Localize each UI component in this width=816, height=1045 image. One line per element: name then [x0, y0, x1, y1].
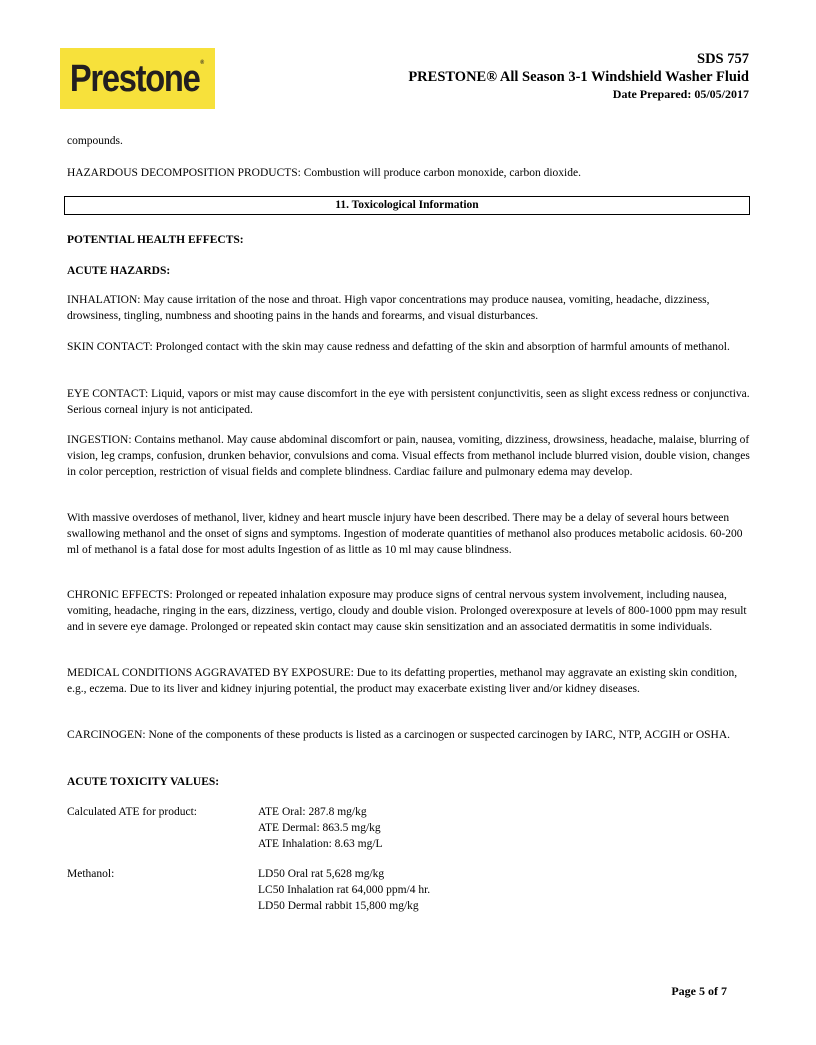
inhalation-paragraph: INHALATION: May cause irritation of the nose and throat. High vapor concentrations may produce nausea, vomiting, headache, dizziness, drowsiness, tingling, numbness and shooting pains in the hands and forearms, and visual disturbances.	[67, 294, 710, 322]
document-header	[408, 50, 749, 103]
acute-toxicity-heading: ACUTE TOXICITY VALUES:	[67, 776, 220, 788]
ingestion-paragraph: INGESTION: Contains methanol. May cause abdominal discomfort or pain, nausea, vomiting, dizziness, drowsiness, headache, malaise, blurring of vision, leg cramps, confusion, drunken behavior, convulsions and coma. Visual effects from methanol include blurred vision, double vision, changes in color perception, restriction of visual fields and complete blindness. Cardiac failure and pulmonary edema may develop.	[67, 434, 750, 478]
intro-compounds: compounds.	[67, 135, 123, 147]
toxicity-label: Methanol:	[67, 868, 115, 880]
potential-health-effects-heading: POTENTIAL HEALTH EFFECTS:	[67, 234, 244, 246]
toxicity-label: Calculated ATE for product:	[67, 806, 197, 818]
medical-conditions-paragraph: MEDICAL CONDITIONS AGGRAVATED BY EXPOSURE: Due to its defatting properties, methanol may aggravate an existing skin condition, e.g., eczema. Due to its liver and kidney injuring potential, the product may exacerbate existing liver and/or kidney diseases.	[67, 667, 738, 695]
carcinogen-paragraph: CARCINOGEN: None of the components of these products is listed as a carcinogen or suspected carcinogen by IARC, NTP, ACGIH or OSHA.	[67, 729, 731, 741]
chronic-effects-paragraph: CHRONIC EFFECTS: Prolonged or repeated inhalation exposure may produce signs of central nervous system involvement, including nausea, vomiting, headache, ringing in the ears, dizziness, vertigo, cloudy and double vision. Prolonged overexposure at levels of 800-1000 ppm may result and in severe eye damage. Prolonged or repeated skin contact may cause skin sensitization and an associated dermatitis in some individuals.	[67, 589, 747, 633]
product-name: PRESTONE® All Season 3-1 Windshield Washer Fluid	[408, 69, 749, 85]
date-prepared: Date Prepared: 05/05/2017	[612, 87, 749, 101]
acute-hazards-heading: ACUTE HAZARDS:	[67, 265, 171, 277]
toxicity-value: ATE Oral: 287.8 mg/kg	[258, 806, 367, 818]
toxicity-value: LD50 Oral rat 5,628 mg/kg	[258, 868, 385, 880]
toxicity-values	[258, 805, 383, 852]
toxicity-value: LC50 Inhalation rat 64,000 ppm/4 hr.	[258, 883, 431, 896]
decomposition-products: HAZARDOUS DECOMPOSITION PRODUCTS: Combustion will produce carbon monoxide, carbon dioxide.	[67, 167, 581, 179]
prestone-logo	[60, 48, 215, 109]
eye-contact-paragraph: EYE CONTACT: Liquid, vapors or mist may cause discomfort in the eye with persistent conjunctivitis, seen as slight excess redness or conjunctiva. Serious corneal injury is not anticipated.	[67, 388, 750, 416]
toxicity-value: LD50 Dermal rabbit 15,800 mg/kg	[258, 899, 419, 912]
skin-contact-paragraph: SKIN CONTACT: Prolonged contact with the skin may cause redness and defatting of the skin and absorption of harmful amounts of methanol.	[67, 341, 730, 353]
logo-wordmark: Prestone®	[70, 57, 205, 100]
section-heading-toxicological: 11. Toxicological Information	[64, 196, 750, 215]
sds-number: SDS 757	[697, 51, 749, 67]
toxicity-values	[258, 867, 430, 914]
overdose-paragraph: With massive overdoses of methanol, liver, kidney and heart muscle injury have been described. There may be a delay of several hours between swallowing methanol and the onset of signs and symptoms. Ingestion of moderate quantities of methanol also produces metabolic acidosis. 60-200 ml of methanol is a fatal dose for most adults Ingestion of as little as 10 ml may cause blindness.	[67, 512, 743, 556]
toxicity-value: ATE Dermal: 863.5 mg/kg	[258, 821, 381, 834]
toxicity-value: ATE Inhalation: 8.63 mg/L	[258, 837, 383, 850]
page-number: Page 5 of 7	[671, 984, 727, 998]
